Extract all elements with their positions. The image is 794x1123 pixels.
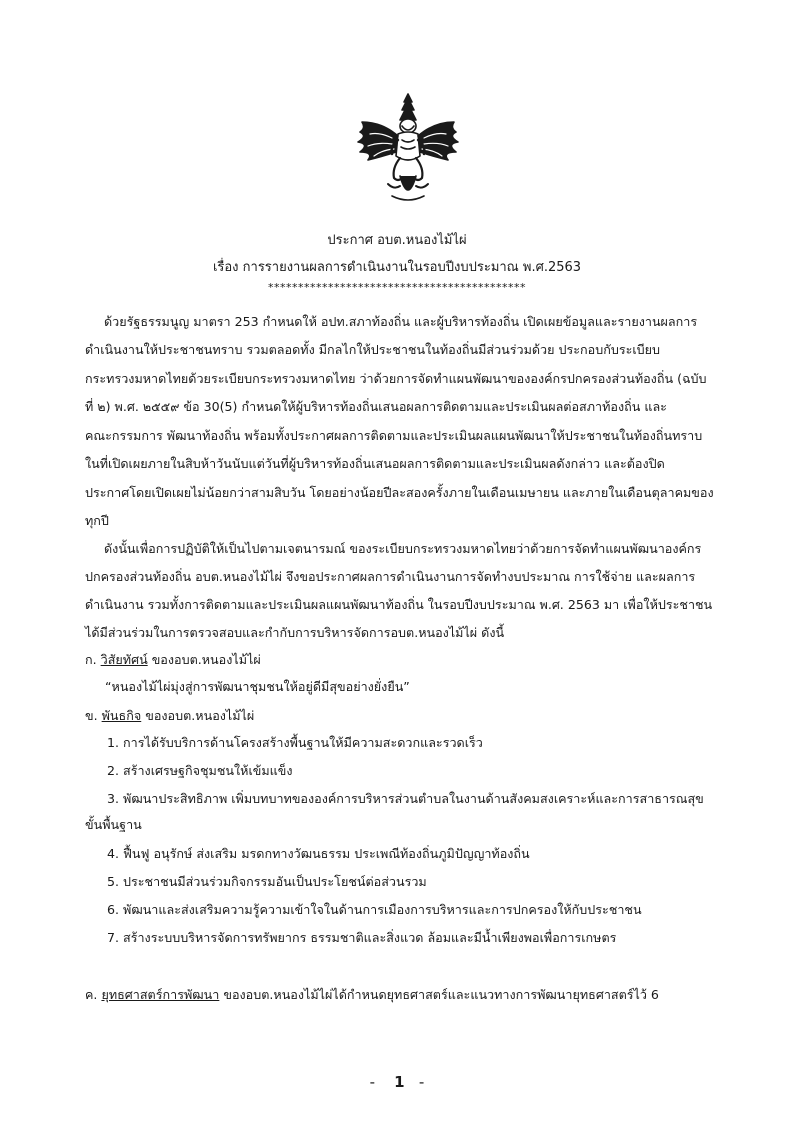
- mission-prefix: ข.: [85, 708, 102, 723]
- announcement-subject: เรื่อง การรายงานผลการดำเนินงานในรอบปีงบประมาณ พ.ศ.2563: [212, 260, 582, 275]
- vision-heading: [85, 651, 261, 669]
- vision-text: “หนองไม้ไผ่มุ่งสู่การพัฒนาชุมชนให้อยู่ดีมีสุขอย่างยั่งยืน”: [105, 679, 410, 694]
- para2-line-4: ได้มีส่วนร่วมในการตรวจสอบและกำกับการบริหารจัดการอบต.หนองไม้ไผ่ ดังนี้: [85, 625, 505, 640]
- intro-line-4: ที่ ๒) พ.ศ. ๒๕๕๙ ข้อ 30(5) กำหนดให้ผู้บริหารท้องถิ่นเสนอผลการติดตามและประเมินผลต่อสภาท้องถิ่น และ: [85, 399, 667, 414]
- strategy-heading: [85, 986, 659, 1004]
- intro-line-2: ดำเนินงานให้ประชาชนทราบ รวมตลอดทั้ง มีกลไกให้ประชาชนในท้องถิ่นมีส่วนร่วมด้วย ประกอบกับระเบียบ: [85, 342, 661, 357]
- page-dash-right: -: [418, 1073, 425, 1091]
- intro-line-7: ประกาศโดยเปิดเผยไม่น้อยกว่าสามสิบวัน โดยอย่างน้อยปีละสองครั้งภายในเดือนเมษายน และภายในเดือนตุลาคมของ: [85, 485, 714, 500]
- para2-line-3: ดำเนินงาน รวมทั้งการติดตามและประเมินผลแผนพัฒนาท้องถิ่น ในรอบปีงบประมาณ พ.ศ. 2563 มา เพื่อให้ประชาชน: [85, 597, 713, 612]
- intro-line-6: ในที่เปิดเผยภายในสิบห้าวันนับแต่วันที่ผู้บริหารท้องถิ่นเสนอผลการติดตามและประเมินผลดังกล่าว และต้องปิด: [85, 456, 665, 471]
- mission-item-1: 1. การได้รับบริการด้านโครงสร้างพื้นฐานให้มีความสะดวกและรวดเร็ว: [107, 735, 483, 750]
- intro-line-5: คณะกรรมการ พัฒนาท้องถิ่น พร้อมทั้งประกาศผลการติดตามและประเมินผลแผนพัฒนาให้ประชาชนในท้องถิ่นทราบ: [85, 428, 703, 443]
- intro-line-3: กระทรวงมหาดไทยด้วยระเบียบกระทรวงมหาดไทย ว่าด้วยการจัดทำแผนพัฒนาขององค์กรปกครองส่วนท้องถิ่น (ฉบับ: [85, 371, 707, 386]
- page-number-value: 1: [394, 1073, 405, 1091]
- announcement-title: ประกาศ อบต.หนองไม้ไผ่: [327, 233, 467, 248]
- intro-line-8: ทุกปี: [85, 513, 109, 528]
- strategy-suffix: ของอบต.หนองไม้ไผ่ได้กำหนดยุทธศาสตร์และแนวทางการพัฒนายุทธศาสตร์ไว้ 6: [219, 987, 659, 1002]
- mission-suffix: ของอบต.หนองไม้ไผ่: [141, 708, 255, 723]
- strategy-prefix: ค.: [85, 987, 102, 1002]
- para2-line-1: ดังนั้นเพื่อการปฏิบัติให้เป็นไปตามเจตนารมณ์ ของระเบียบกระทรวงมหาดไทยว่าด้วยการจัดทำแผนพัฒนาองค์กร: [104, 541, 702, 556]
- mission-item-6: 6. พัฒนาและส่งเสริมความรู้ความเข้าใจในด้านการเมืองการบริหารและการปกครองให้กับประชาชน: [107, 902, 642, 917]
- mission-item-3-cont: ขั้นพื้นฐาน: [85, 817, 142, 832]
- vision-prefix: ก.: [85, 652, 101, 667]
- mission-item-4: 4. ฟื้นฟู อนุรักษ์ ส่งเสริม มรดกทางวัฒนธรรม ประเพณีท้องถิ่นภูมิปัญญาท้องถิ่น: [107, 846, 530, 861]
- vision-suffix: ของอบต.หนองไม้ไผ่: [147, 652, 261, 667]
- mission-item-7: 7. สร้างระบบบริหารจัดการทรัพยากร ธรรมชาติและสิ่งแวด ล้อมและมีน้ำเพียงพอเพื่อการเกษตร: [107, 930, 617, 945]
- mission-label: พันธกิจ: [101, 708, 142, 723]
- strategy-label: ยุทธศาสตร์การพัฒนา: [101, 987, 220, 1002]
- mission-item-3: 3. พัฒนาประสิทธิภาพ เพิ่มบทบาทขององค์การบริหารส่วนตำบลในงานด้านสังคมสงเคราะห์และการสาธารณสุข: [107, 791, 704, 806]
- divider-line: *******************************************: [268, 281, 526, 294]
- intro-line-1: ด้วยรัฐธรรมนูญ มาตรา 253 กำหนดให้ อปท.สภาท้องถิ่น และผู้บริหารท้องถิ่น เปิดเผยข้อมูลและรายงานผลการ: [104, 314, 698, 329]
- mission-item-5: 5. ประชาชนมีส่วนร่วมกิจกรรมอันเป็นประโยชน์ต่อส่วนรวม: [107, 874, 427, 889]
- mission-heading: [85, 707, 254, 725]
- vision-label: วิสัยทัศน์: [100, 652, 148, 667]
- para2-line-2: ปกครองส่วนท้องถิ่น อบต.หนองไม้ไผ่ จึงขอประกาศผลการดำเนินงานการจัดทำงบประมาณ การใช้จ่าย และผลการ: [85, 569, 696, 584]
- page-number: [0, 1073, 794, 1091]
- page-dash-left: -: [369, 1073, 376, 1091]
- mission-item-2: 2. สร้างเศรษฐกิจชุมชนให้เข้มแข็ง: [107, 763, 293, 778]
- garuda-emblem-icon: [352, 92, 464, 208]
